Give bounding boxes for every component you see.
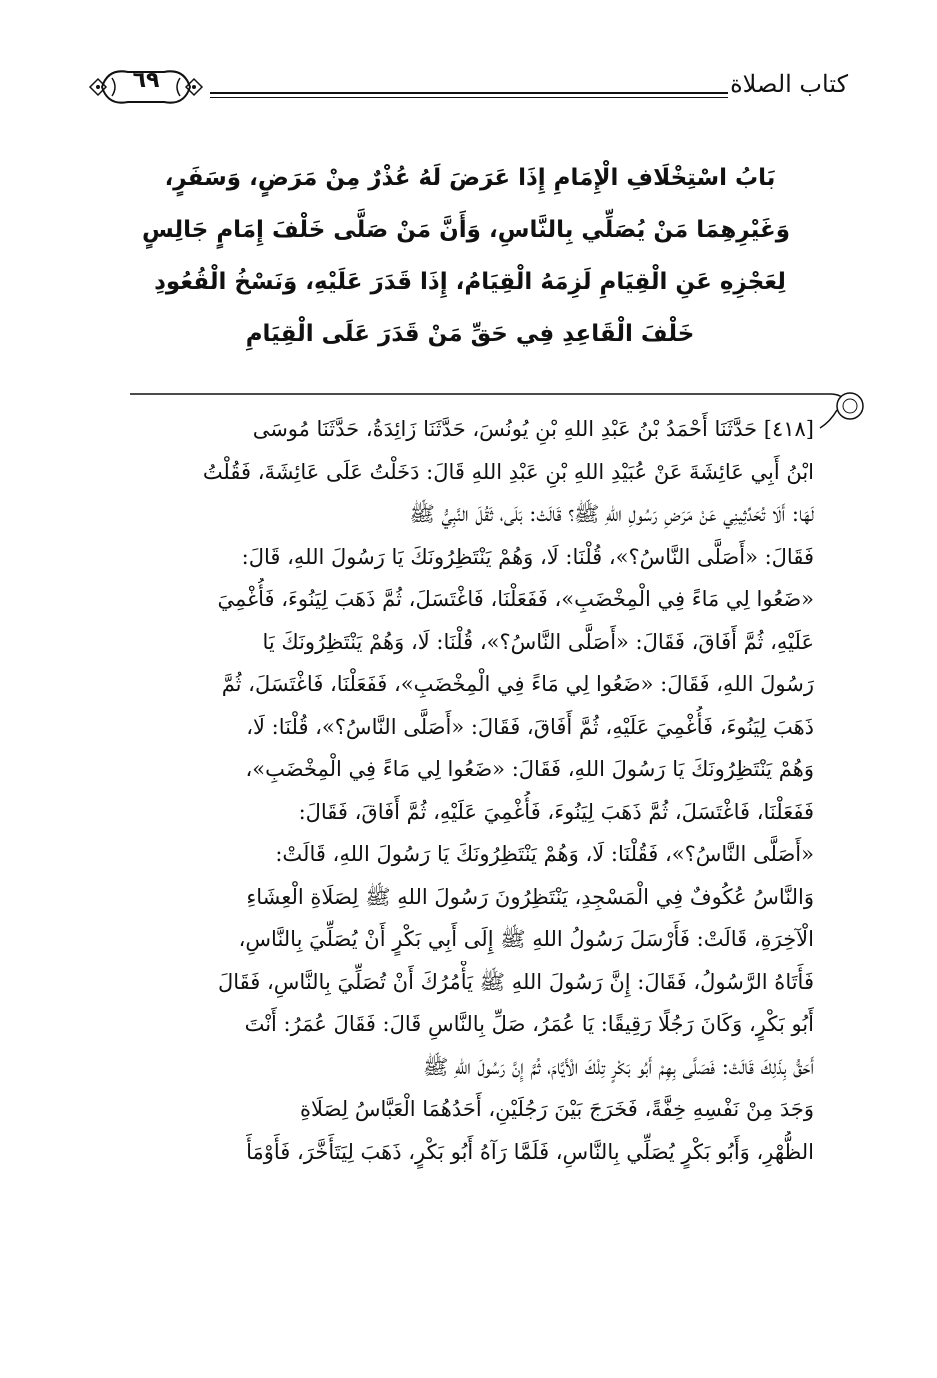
text-line: وَهُمْ يَنْتَظِرُونَكَ يَا رَسُولَ اللهِ، فَقَالَ: «ضَعُوا لِي مَاءً فِي الْمِخْضَبِ»، [245,757,814,781]
chapter-title-line: بَابُ اسْتِخْلَافِ الْإِمَامِ إِذَا عَرَضَ لَهُ عُذْرٌ مِنْ مَرَضٍ، وَسَفَرٍ، [164,165,776,191]
chapter-title-line: وَغَيْرِهِمَا مَنْ يُصَلِّي بِالنَّاسِ، وَأَنَّ مَنْ صَلَّى خَلْفَ إِمَامٍ جَالِسٍ [141,217,790,243]
chapter-title-line: خَلْفَ الْقَاعِدِ فِي حَقِّ مَنْ قَدَرَ عَلَى الْقِيَامِ [245,321,695,347]
header-rule [210,92,728,98]
text-line: [٤١٨] حَدَّثَنَا أَحْمَدُ بْنُ عَبْدِ اللهِ بْنِ يُونُسَ، حَدَّثَنَا زَائِدَةُ، حَدَّثَنَا مُوسَى [252,417,814,441]
page-number: ٦٩ [132,68,160,93]
text-line: أَبُو بَكْرٍ، وَكَانَ رَجُلًا رَقِيقًا: يَا عُمَرُ، صَلِّ بِالنَّاسِ قَالَ: فَقَالَ عُمَرُ: أَنْتَ [244,1012,814,1036]
text-line: وَجَدَ مِنْ نَفْسِهِ خِفَّةً، فَخَرَجَ بَيْنَ رَجُلَيْنِ، أَحَدُهُمَا الْعَبَّاسُ لِصَلَاةِ [300,1097,814,1121]
text-line: لَهَا: أَلَا تُحَدِّثِينِي عَنْ مَرَضِ رَسُولِ اللهِ ﷺ؟ قَالَتْ: بَلَى، ثَقُلَ النَّبِيُّ ﷺ [409,502,814,526]
text-line: وَالنَّاسُ عُكُوفٌ فِي الْمَسْجِدِ، يَنْتَظِرُونَ رَسُولَ اللهِ ﷺ لِصَلَاةِ الْعِشَاءِ [246,884,814,909]
text-line: ذَهَبَ لِيَنُوءَ، فَأُغْمِيَ عَلَيْهِ، ثُمَّ أَفَاقَ، فَقَالَ: «أَصَلَّى النَّاسُ؟»، قُلْنَا: لَا، [246,714,814,739]
text-line: «أَصَلَّى النَّاسُ؟»، فَقُلْنَا: لَا، وَهُمْ يَنْتَظِرُونَكَ يَا رَسُولَ اللهِ، قَالَتْ: [275,842,814,866]
text-line: الْآخِرَةِ، قَالَتْ: فَأَرْسَلَ رَسُولُ اللهِ ﷺ إِلَى أَبِي بَكْرٍ أَنْ يُصَلِّيَ بِالنَّاسِ، [238,927,814,951]
chapter-title [141,152,790,360]
text-line: «ضَعُوا لِي مَاءً فِي الْمِخْضَبِ»، فَفَعَلْنَا، فَاغْتَسَلَ، ثُمَّ ذَهَبَ لِيَنُوءَ، فَأُغْمِيَ [217,587,814,611]
text-line: فَقَالَ: «أَصَلَّى النَّاسُ؟»، قُلْنَا: لَا، وَهُمْ يَنْتَظِرُونَكَ يَا رَسُولَ اللهِ، قَالَ: [241,544,814,569]
text-line: فَفَعَلْنَا، فَاغْتَسَلَ، ثُمَّ ذَهَبَ لِيَنُوءَ، فَأُغْمِيَ عَلَيْهِ، ثُمَّ أَفَاقَ، فَقَالَ: [298,799,814,824]
book-title: كتاب الصلاة [730,70,848,98]
text-line: ابْنُ أَبِي عَائِشَةَ عَنْ عُبَيْدِ اللهِ بْنِ عَبْدِ اللهِ قَالَ: دَخَلْتُ عَلَى عَائِشَةَ، فَقُلْتُ [202,459,814,484]
text-line: فَأَتَاهُ الرَّسُولُ، فَقَالَ: إِنَّ رَسُولَ اللهِ ﷺ يَأْمُرُكَ أَنْ تُصَلِّيَ بِالنَّاسِ، فَقَالَ [218,969,814,994]
page-header [88,64,848,116]
text-line: رَسُولَ اللهِ، فَقَالَ: «ضَعُوا لِي مَاءً فِي الْمِخْضَبِ»، فَفَعَلْنَا، فَاغْتَسَلَ، ثُمَّ [221,672,814,696]
chapter-title-line: لِعَجْزِهِ عَنِ الْقِيَامِ لَزِمَهُ الْقِيَامُ، إِذَا قَدَرَ عَلَيْهِ، وَنَسْخُ الْقُعُودِ [154,269,786,295]
text-line: الظُّهْرِ، وَأَبُو بَكْرٍ يُصَلِّي بِالنَّاسِ، فَلَمَّا رَآهُ أَبُو بَكْرٍ، ذَهَبَ لِيَتَأَخَّرَ، فَأَوْمَأَ [246,1139,814,1164]
text-line: أَحَقُّ بِذَلِكَ قَالَتْ: فَصَلَّى بِهِمْ أَبُو بَكْرٍ تِلْكَ الْأَيَّامَ، ثُمَّ إِنَّ رَسُولَ اللهِ ﷺ [423,1054,814,1079]
text-line: عَلَيْهِ، ثُمَّ أَفَاقَ، فَقَالَ: «أَصَلَّى النَّاسُ؟»، قُلْنَا: لَا، وَهُمْ يَنْتَظِرُونَكَ يَا [262,629,814,654]
hadith-text [128,408,814,1173]
